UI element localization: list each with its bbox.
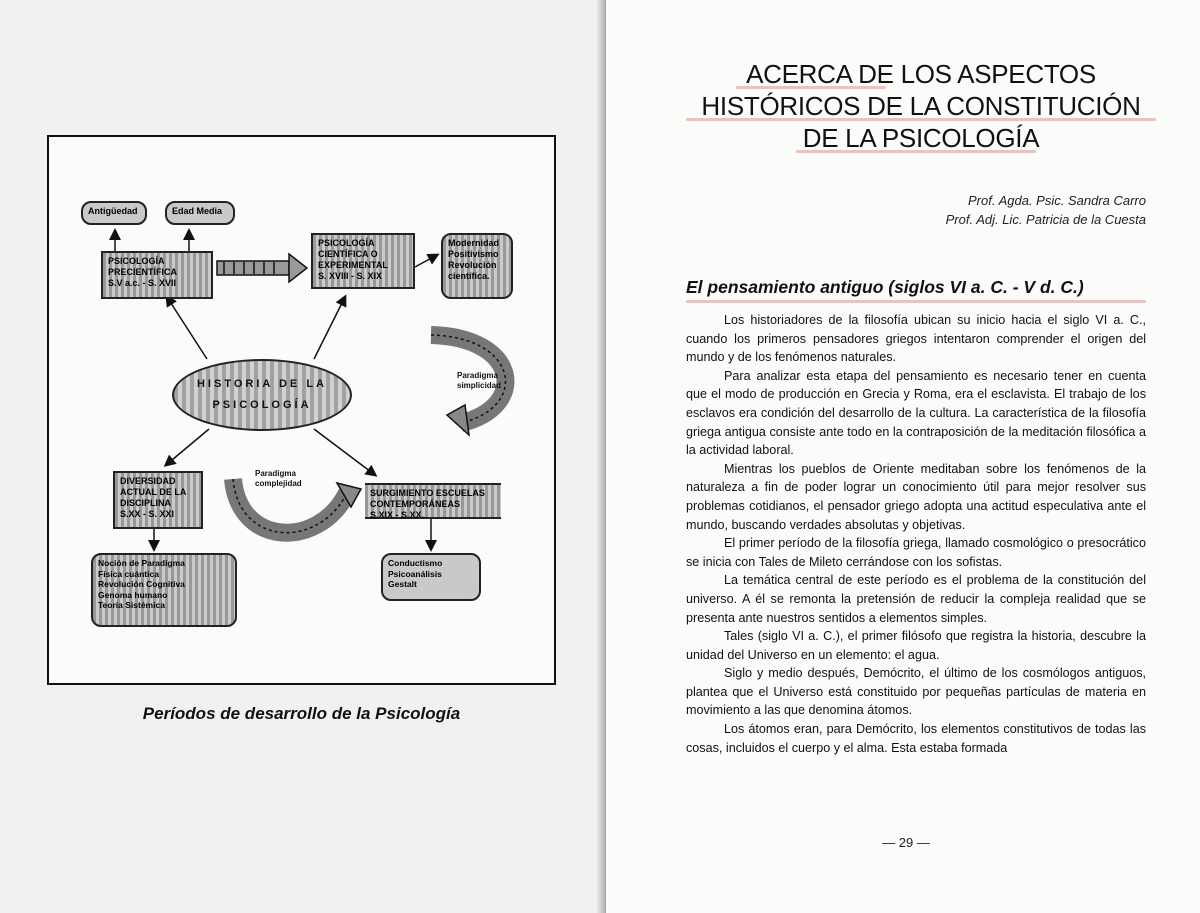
highlight-mark (796, 150, 1036, 153)
historia-line1: HISTORIA DE LA (196, 378, 327, 390)
paragraph: Siglo y medio después, Demócrito, el último de los cosmólogos antiguos, plantea que el Universo está constituido por pequeñas partículas de materia en movimiento a las que denomina átomos. (686, 666, 1146, 718)
highlight-mark (686, 118, 1156, 121)
paragraph: Tales (siglo VI a. C.), el primer filósofo que registra la historia, descubre la unidad del Universo en un elemento: el agua. (686, 629, 1146, 662)
paragraph: La temática central de este período es el problema de la constitución del universo. A él se remonta la pretensión de reducir la compleja realidad que se presenta ante nuestros sentidos a elementos simples. (686, 573, 1146, 625)
author-1: Prof. Agda. Psic. Sandra Carro (968, 193, 1146, 208)
paragraph: Para analizar esta etapa del pensamiento es necesario tener en cuenta que el modo de producción en Grecia y Roma, era el esclavista. El trabajo de los esclavos era condición del desarrollo de la cultura. La característica de la filosofía griega antigua consiste ante todo en la contraposición de la meditación filosófica a la actividad laboral. (686, 368, 1146, 458)
authors (906, 191, 1146, 229)
paragraph: Mientras los pueblos de Oriente meditaban sobre los fenómenos de la naturaleza a fin de poder lograr un conocimiento útil para mejor resolver sus problemas cotidianos, el pensador griego adopta una actitud especulativa ante el mundo, buscando verdades absolutas y objetivas. (686, 461, 1146, 532)
figure-frame (47, 135, 556, 685)
box-conductismo: Conductismo Psicoanálisis Gestalt (381, 553, 481, 601)
author-2: Prof. Adj. Lic. Patricia de la Cuesta (945, 212, 1146, 227)
title-line-1: ACERCA DE LOS ASPECTOS (746, 59, 1096, 89)
box-modernidad: Modernidad Positivismo Revolución científica. (441, 233, 513, 299)
section-heading: El pensamiento antiguo (siglos VI a. C. - V d. C.) (686, 277, 1084, 297)
label-paradigma-complejidad: Paradigma complejidad (255, 469, 302, 488)
box-antiguedad: Antigüedad (81, 201, 147, 225)
highlight-mark (686, 300, 1146, 303)
ellipse-historia-psicologia (172, 359, 352, 431)
historia-line2: PSICOLOGÍA (212, 399, 312, 411)
label-paradigma-simplicidad: Paradigma simplicidad (457, 371, 502, 390)
box-psicologia-precientifica: PSICOLOGÍA PRECIENTÍFICA S.V a.c. - S. XVII (101, 251, 213, 299)
figure-caption: Períodos de desarrollo de la Psicología (142, 704, 461, 723)
paragraph: El primer período de la filosofía griega, llamado cosmológico o presocrático se inicia con Tales de Mileto cerrándose con los sofistas. (686, 536, 1146, 569)
paragraph: Los átomos eran, para Demócrito, los elementos constitutivos de todas las cosas, incluidos el cuerpo y el alma. Esta estaba formada (686, 722, 1146, 755)
title-line-3: DE LA PSICOLOGÍA (802, 123, 1040, 153)
box-diversidad-actual: DIVERSIDAD ACTUAL DE LA DISCIPLINA S.XX - S. XXI (113, 471, 203, 529)
big-right-arrow (217, 254, 307, 282)
right-page (606, 0, 1200, 913)
box-psicologia-cientifica: PSICOLOGÍA CIENTÍFICA O EXPERIMENTAL S. XVIII - S. XIX (311, 233, 415, 289)
box-nocion-paradigma: Noción de Paradigma Física cuántica Revolución Cognitiva Genoma humano Teoría Sistémica (91, 553, 237, 627)
box-surgimiento-escuelas: SURGIMIENTO ESCUELAS CONTEMPORÁNEAS S.XIX - S.XX. (365, 483, 501, 519)
title-line-2: HISTÓRICOS DE LA CONSTITUCIÓN (701, 91, 1141, 121)
highlight-mark (736, 86, 886, 89)
page-number: — 29 — (882, 835, 930, 850)
chapter-title (686, 58, 1156, 154)
paragraph: Los historiadores de la filosofía ubican su inicio hacia el siglo VI a. C., cuando los primeros pensadores griegos intentaron comprender el origen del mundo y de los fenómenos naturales. (686, 313, 1146, 365)
body-text (686, 311, 1146, 757)
box-edad-media: Edad Media (165, 201, 235, 225)
